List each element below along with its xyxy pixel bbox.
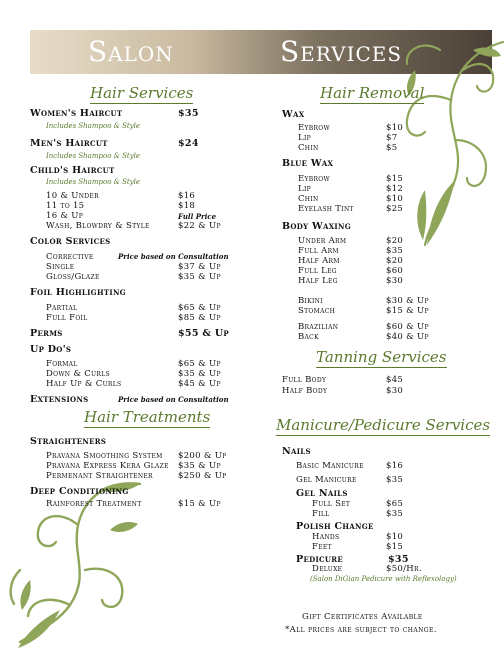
list-item: Gloss/Glaze <box>46 272 100 282</box>
list-item-price: $35 <box>386 509 404 519</box>
list-item-price: $15 <box>386 174 404 184</box>
womens-haircut-note: Includes Shampoo & Style <box>46 122 141 130</box>
list-item-price: $20 <box>386 256 404 266</box>
list-item: Hands <box>312 532 340 542</box>
list-item: Full Leg <box>298 266 337 276</box>
basic-manicure-label: Basic Manicure <box>296 461 364 471</box>
mens-haircut-price: $24 <box>178 138 199 149</box>
list-item-price: $65 & Up <box>178 303 221 313</box>
tanning-heading: Tanning Services <box>316 348 447 366</box>
deluxe-price: $50/Hr. <box>386 564 422 574</box>
gel-manicure-price: $35 <box>386 475 404 485</box>
list-item: Stomach <box>298 306 336 316</box>
prices-disclaimer: *All prices are subject to change. <box>285 625 437 635</box>
list-item: Chin <box>298 143 319 153</box>
list-item: Lip <box>298 133 311 143</box>
childs-haircut-label: Child's Haircut <box>30 165 115 176</box>
list-item: Eybrow <box>298 174 330 184</box>
extensions-label: Extensions <box>30 394 89 405</box>
list-item-price: $7 <box>386 133 398 143</box>
list-item-price: $60 <box>386 266 404 276</box>
list-item: Permenant Straightener <box>46 471 153 481</box>
bottom-left-swirl-ornament <box>0 470 150 650</box>
list-item: Feet <box>312 542 332 552</box>
list-item: Brazilian <box>298 322 339 332</box>
list-item: Back <box>298 332 319 342</box>
list-item: Chin <box>298 194 319 204</box>
list-item-price: $10 <box>386 532 404 542</box>
list-item-price: $40 & Up <box>386 332 429 342</box>
list-item: Under Arm <box>298 236 347 246</box>
list-item-price: $25 <box>386 204 404 214</box>
gel-manicure-label: Gel Manicure <box>296 475 357 485</box>
list-item-price: $60 & Up <box>386 322 429 332</box>
pedicure-price: $35 <box>388 554 409 565</box>
basic-manicure-price: $16 <box>386 461 404 471</box>
list-item: Full Body <box>282 375 327 385</box>
polish-change-label: Polish Change <box>296 521 374 532</box>
list-item-price: $10 <box>386 194 404 204</box>
list-item-price: $12 <box>386 184 404 194</box>
list-item: Rainforest Treatment <box>46 499 142 509</box>
deluxe-label: Deluxe <box>312 564 343 574</box>
hair-services-heading: Hair Services <box>90 84 194 102</box>
list-item-price: $65 & Up <box>178 359 221 369</box>
list-item: Fill <box>312 509 330 519</box>
perms-price: $55 & Up <box>178 328 229 339</box>
list-item: Eybrow <box>298 123 330 133</box>
list-item: Corrective <box>46 252 94 262</box>
perms-label: Perms <box>30 328 63 339</box>
list-item: Full Arm <box>298 246 339 256</box>
list-item: Full Foil <box>46 313 88 323</box>
foil-label: Foil Highlighting <box>30 287 126 298</box>
wax-label: Wax <box>282 109 305 120</box>
list-item-price: $45 <box>386 375 404 385</box>
updos-label: Up Do's <box>30 344 72 355</box>
list-item-price: $20 <box>386 236 404 246</box>
list-item-price: $15 & Up <box>178 499 221 509</box>
list-item-price: $30 & Up <box>386 296 429 306</box>
straighteners-label: Straighteners <box>30 436 107 447</box>
list-item-price: $65 <box>386 499 404 509</box>
list-item: Bikini <box>298 296 323 306</box>
list-item: Eyelash Tint <box>298 204 354 214</box>
list-item-price: $15 <box>386 542 404 552</box>
header-salon: Salon <box>88 35 174 68</box>
list-item: Formal <box>46 359 78 369</box>
list-item-price: Price based on Consultation <box>118 252 229 261</box>
list-item-price: $45 & Up <box>178 379 221 389</box>
list-item-price: $5 <box>386 143 398 153</box>
list-item-price: $35 & Up <box>178 272 221 282</box>
list-item: Lip <box>298 184 311 194</box>
list-item: Pravana Express Kera Glaze <box>46 461 169 471</box>
list-item: Half Body <box>282 386 328 396</box>
list-item-price: $10 <box>386 123 404 133</box>
blue-wax-label: Blue Wax <box>282 158 334 169</box>
list-item-price: $30 <box>386 386 404 396</box>
list-item-price: $30 <box>386 276 404 286</box>
list-item-price: $18 <box>178 201 196 211</box>
list-item: Half Leg <box>298 276 338 286</box>
list-item-price: $35 & Up <box>178 369 221 379</box>
list-item: Half Arm <box>298 256 340 266</box>
color-services-label: Color Services <box>30 236 111 247</box>
list-item-price: $250 & Up <box>178 471 227 481</box>
deep-conditioning-label: Deep Conditioning <box>30 486 129 497</box>
body-waxing-label: Body Waxing <box>282 221 351 232</box>
list-item-price: $37 & Up <box>178 262 221 272</box>
list-item: Wash, Blowdry & Style <box>46 221 150 231</box>
list-item-price: $200 & Up <box>178 451 227 461</box>
list-item: Pravana Smoothing System <box>46 451 163 461</box>
hair-removal-heading: Hair Removal <box>320 84 425 102</box>
hair-treatments-heading: Hair Treatments <box>84 408 211 426</box>
list-item-price: $22 & Up <box>178 221 221 231</box>
nails-heading: Manicure/Pedicure Services <box>276 416 491 434</box>
list-item: Partial <box>46 303 78 313</box>
womens-haircut-label: Women's Haircut <box>30 108 123 119</box>
list-item-price: $85 & Up <box>178 313 221 323</box>
list-item-price: $35 & Up <box>178 461 221 471</box>
deluxe-note: (Salon DiGian Pedicure with Reflexology) <box>310 575 457 583</box>
list-item: Half Up & Curls <box>46 379 122 389</box>
list-item: 16 & Up <box>46 211 84 221</box>
mens-haircut-label: Men's Haircut <box>30 138 108 149</box>
list-item-price: Full Price <box>178 212 217 221</box>
list-item-price: $15 & Up <box>386 306 429 316</box>
list-item-price: $16 <box>178 191 196 201</box>
childs-haircut-note: Includes Shampoo & Style <box>46 178 141 186</box>
nails-label: Nails <box>282 446 311 457</box>
header-services: Services <box>280 35 403 68</box>
mens-haircut-note: Includes Shampoo & Style <box>46 152 141 160</box>
list-item: 11 to 15 <box>46 201 85 211</box>
womens-haircut-price: $35 <box>178 108 199 119</box>
top-right-swirl-ornament <box>385 30 504 265</box>
list-item: Full Set <box>312 499 351 509</box>
list-item-price: $35 <box>386 246 404 256</box>
list-item: Down & Curls <box>46 369 110 379</box>
pedicure-label: Pedicure <box>296 554 344 565</box>
gel-nails-label: Gel Nails <box>296 488 348 499</box>
list-item: 10 & Under <box>46 191 99 201</box>
extensions-price: Price based on Consultation <box>118 395 229 404</box>
gift-certificates-note: Gift Certificates Available <box>302 612 423 622</box>
list-item: Single <box>46 262 75 272</box>
